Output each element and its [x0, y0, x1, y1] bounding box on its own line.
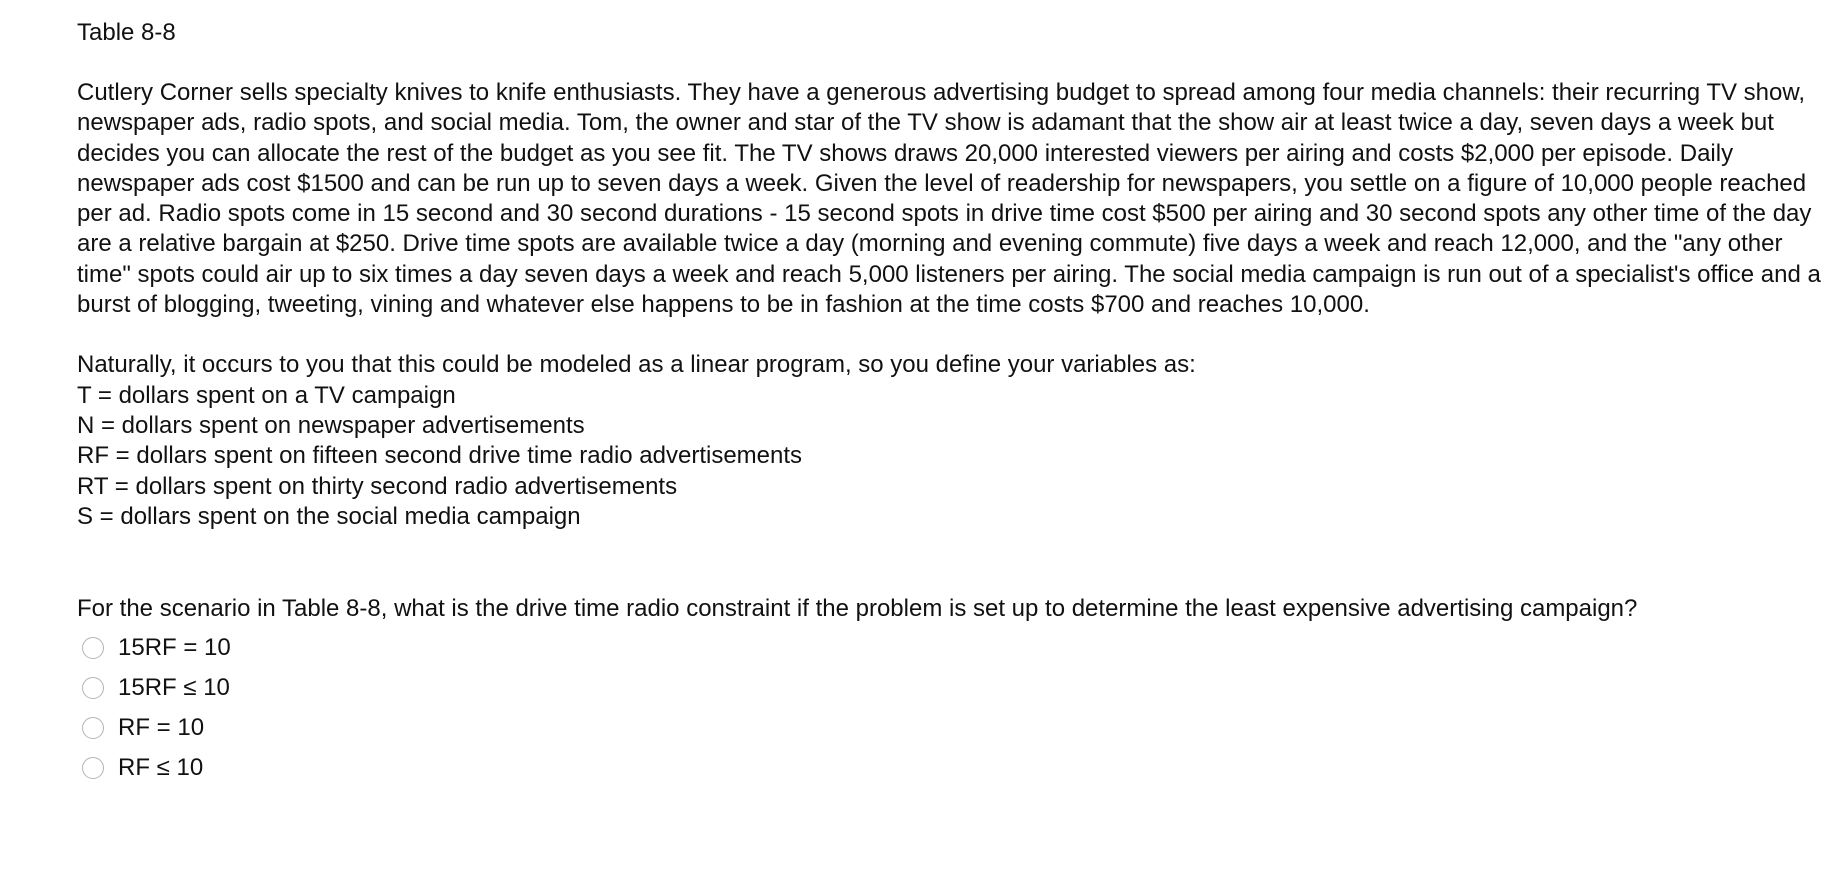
answer-choice-b[interactable] [77, 668, 1822, 708]
scenario-paragraph: Cutlery Corner sells specialty knives to knife enthusiasts. They have a generous advertising budget to spread among four media channels: their recurring TV show, newspaper ads, radio spots, and social media. Tom, the owner and star of the TV show is adamant that the show air at least twice a day, seven days a week but decides you can allocate the rest of the budget as you see fit. The TV shows draws 20,000 interested viewers per airing and costs $2,000 per episode. Daily newspaper ads cost $1500 and can be run up to seven days a week. Given the level of readership for newspapers, you settle on a figure of 10,000 people reached per ad. Radio spots come in 15 second and 30 second durations - 15 second spots in drive time cost $500 per airing and 30 second spots any other time of the day are a relative bargain at $250. Drive time spots are available twice a day (morning and evening commute) five days a week and reach 12,000, and the "any other time" spots could air up to six times a day seven days a week and reach 5,000 listeners per airing. The social media campaign is run out of a specialist's office and a burst of blogging, tweeting, vining and whatever else happens to be in fashion at the time costs $700 and reaches 10,000. [77, 79, 1821, 319]
variable-list [77, 381, 1822, 532]
radio-button-a[interactable] [82, 637, 104, 659]
answer-choice-a[interactable] [77, 628, 1822, 668]
answer-choice-c[interactable] [77, 708, 1822, 748]
answer-choice-label[interactable]: RF ≤ 10 [118, 754, 204, 782]
variable-definition-n: N = dollars spent on newspaper advertisements [77, 411, 585, 439]
question-text: For the scenario in Table 8-8, what is the drive time radio constraint if the problem is set up to determine the least expensive advertising campaign? [77, 595, 1638, 623]
variable-definition-rt: RT = dollars spent on thirty second radio advertisements [77, 472, 678, 500]
answer-choice-label[interactable]: 15RF = 10 [118, 634, 231, 662]
radio-button-d[interactable] [82, 757, 104, 779]
variable-definition-s: S = dollars spent on the social media campaign [77, 502, 581, 530]
radio-button-b[interactable] [82, 677, 104, 699]
answer-choice-label[interactable]: RF = 10 [118, 714, 205, 742]
variable-definition-rf: RF = dollars spent on fifteen second drive time radio advertisements [77, 442, 803, 470]
question-page [77, 18, 1822, 788]
answer-choice-d[interactable] [77, 748, 1822, 788]
table-title: Table 8-8 [77, 19, 176, 46]
answer-choice-label[interactable]: 15RF ≤ 10 [118, 674, 230, 702]
variables-intro: Naturally, it occurs to you that this could be modeled as a linear program, so you define your variables as: [77, 351, 1196, 379]
variable-definition-t: T = dollars spent on a TV campaign [77, 381, 456, 409]
answer-choices [77, 628, 1822, 788]
radio-button-c[interactable] [82, 717, 104, 739]
